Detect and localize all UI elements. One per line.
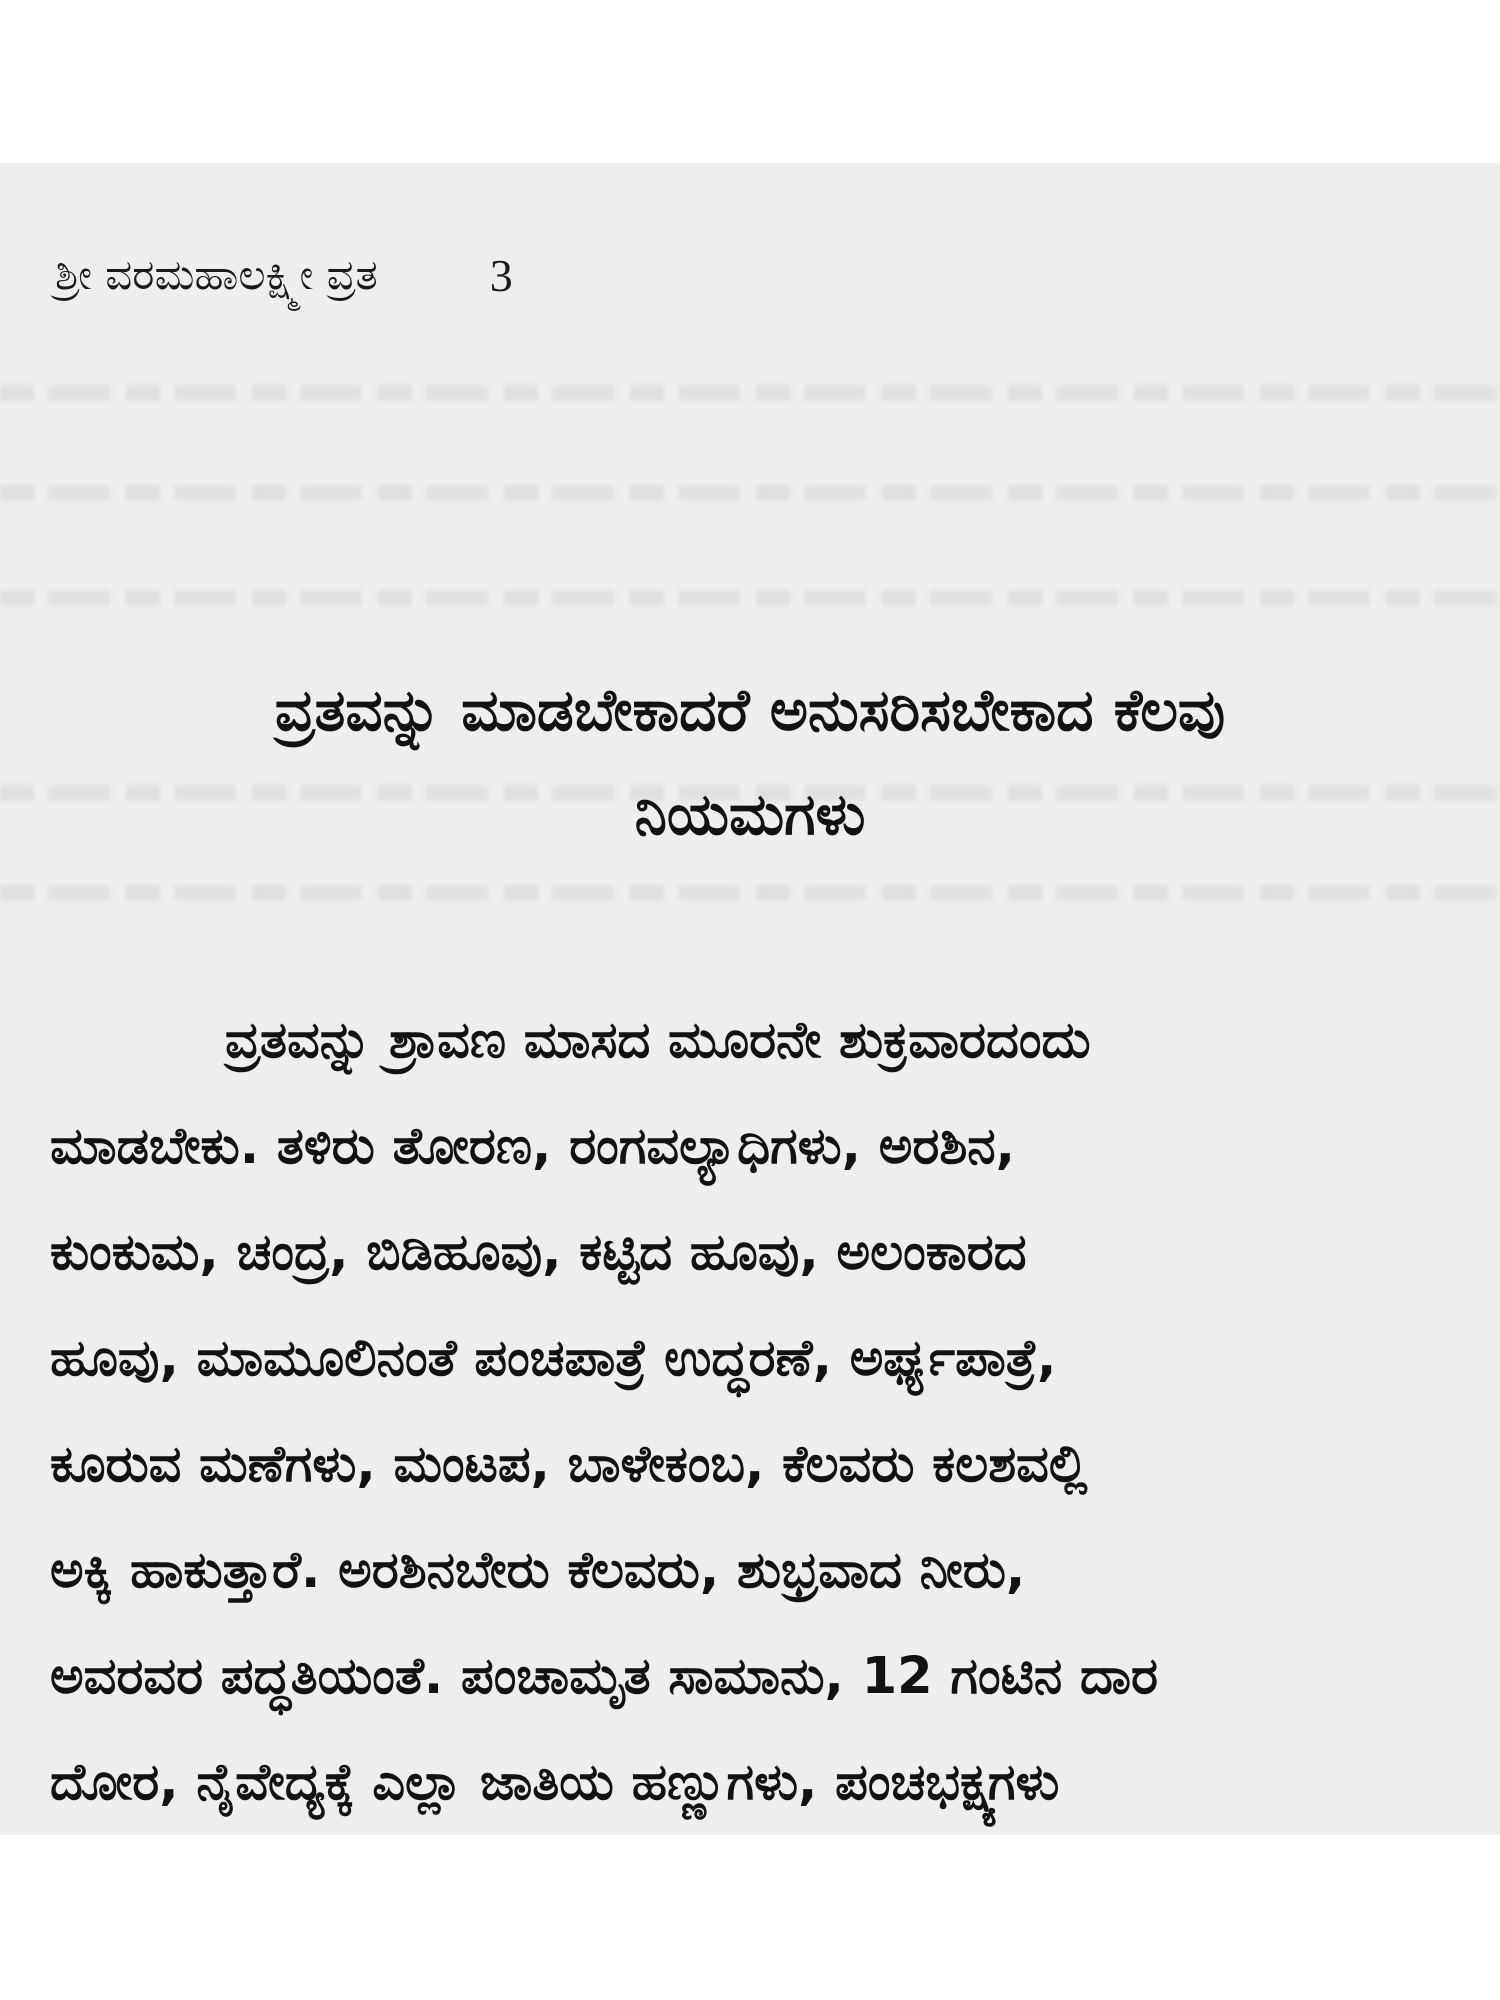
bleed-through-line — [0, 863, 1500, 923]
body-line: ವ್ರತವನ್ನು ಶ್ರಾವಣ ಮಾಸದ ಮೂರನೇ ಶುಕ್ರವಾರದಂದು — [225, 1011, 1091, 1070]
chapter-title-line: ನಿಯಮಗಳು — [634, 780, 866, 848]
chapter-title-line: ವ್ರತವನ್ನು ಮಾಡಬೇಕಾದರೆ ಅನುಸರಿಸಬೇಕಾದ ಕೆಲವು — [274, 676, 1226, 744]
body-line: ಮಾಡಬೇಕು. ತಳಿರು ತೋರಣ, ರಂಗವಲ್ಯಾಧಿಗಳು, ಅರಶಿನ, — [50, 1117, 1016, 1176]
body-line: ದೋರ, ನೈವೇದ್ಯಕ್ಕೆ ಎಲ್ಲಾ ಜಾತಿಯ ಹಣ್ಣುಗಳು, ಪಂಚಭಕ್ಷ್ಯಗಳು — [50, 1753, 1060, 1812]
running-header — [55, 245, 513, 305]
bleed-through-line — [0, 363, 1500, 423]
body-line: ಅವರವರ ಪದ್ಧತಿಯಂತೆ. ಪಂಚಾಮೃತ ಸಾಮಾನು, 12 ಗಂಟಿನ ದಾರ — [50, 1647, 1158, 1706]
body-line: ಹೂವು, ಮಾಮೂಲಿನಂತೆ ಪಂಚಪಾತ್ರೆ ಉದ್ಧರಣೆ, ಅರ್ಘ್ಯಪಾತ್ರೆ, — [50, 1329, 1057, 1388]
chapter-title — [40, 658, 1460, 866]
bleed-through-line — [0, 568, 1500, 628]
page-number: 3 — [489, 249, 513, 301]
body-paragraph — [50, 988, 1470, 1835]
body-line: ಕುಂಕುಮ, ಚಂದ್ರ, ಬಿಡಿಹೂವು, ಕಟ್ಟಿದ ಹೂವು, ಅಲಂಕಾರದ — [50, 1223, 1027, 1282]
body-line: ಕೂರುವ ಮಣೆಗಳು, ಮಂಟಪ, ಬಾಳೇಕಂಬ, ಕೆಲವರು ಕಲಶವಲ್ಲಿ — [50, 1435, 1088, 1494]
running-title: ಶ್ರೀ ವರಮಹಾಲಕ್ಷ್ಮೀ ವ್ರತ — [55, 250, 378, 299]
scanned-page — [0, 163, 1500, 1835]
body-line: ಅಕ್ಕಿ ಹಾಕುತ್ತಾರೆ. ಅರಶಿನಬೇರು ಕೆಲವರು, ಶುಭ್ರವಾದ ನೀರು, — [50, 1541, 1026, 1600]
bleed-through-line — [0, 463, 1500, 523]
